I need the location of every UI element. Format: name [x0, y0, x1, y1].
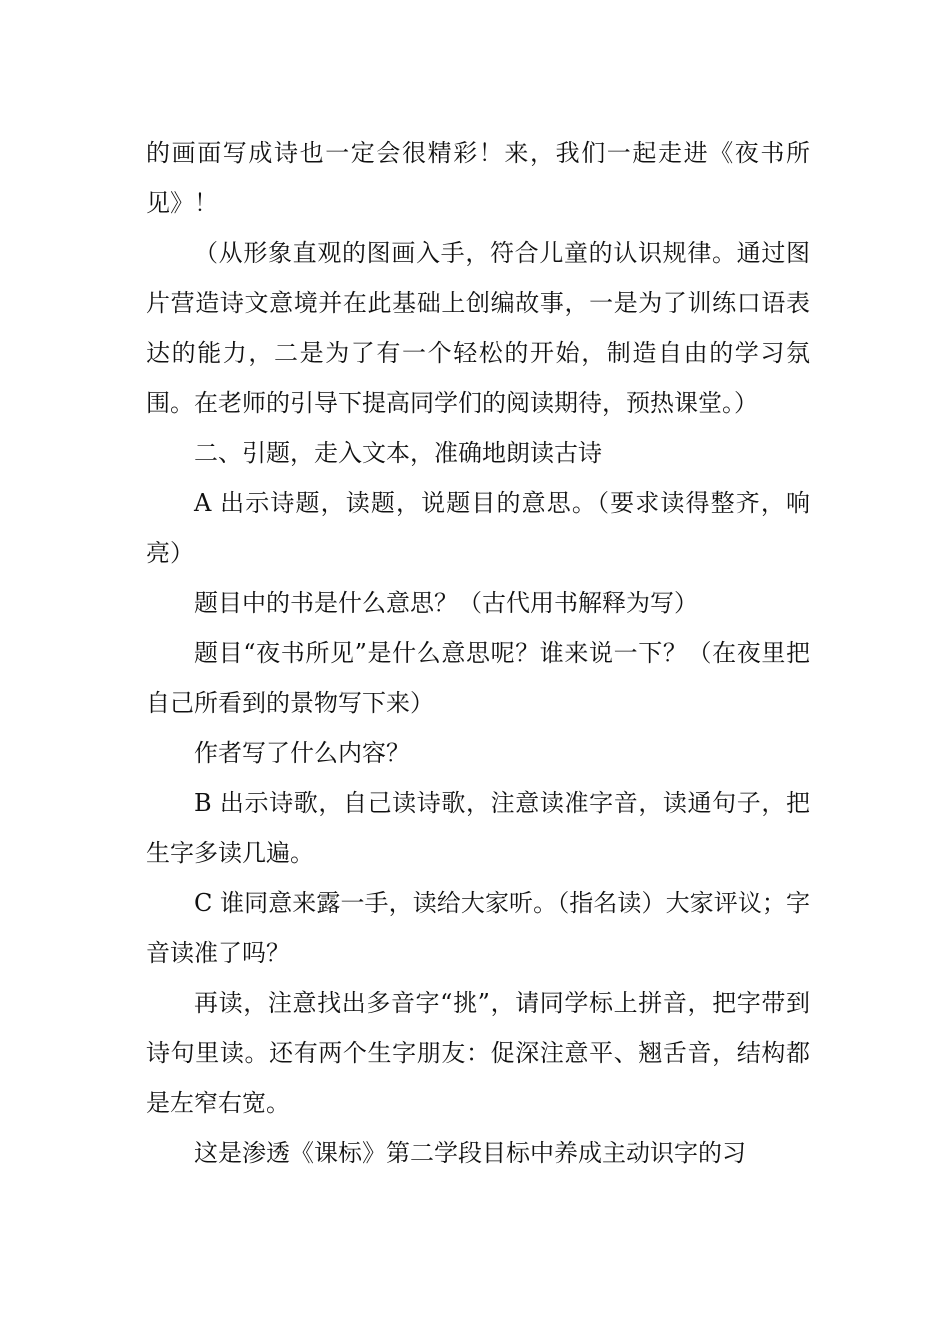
document-body [146, 128, 810, 1178]
paragraph-step-b: B 出示诗歌，自己读诗歌，注意读准字音，读通句子，把生字多读几遍。 [146, 789, 810, 867]
paragraph-step-a: A 出示诗题，读题，说题目的意思。（要求读得整齐，响亮） [146, 489, 810, 567]
paragraph-2: （从形象直观的图画入手，符合儿童的认识规律。通过图片营造诗文意境并在此基础上创编故事，一是为了训练口语表达的能力，二是为了有一个轻松的开始，制造自由的学习氛围。在老师的引导下提高同学们的阅读期待，预热课堂。） [146, 239, 810, 417]
paragraph-1: 的画面写成诗也一定会很精彩！来，我们一起走进《夜书所见》！ [146, 139, 810, 217]
paragraph-question-1: 题目中的书是什么意思？（古代用书解释为写） [194, 589, 698, 617]
paragraph-reread: 再读，注意找出多音字“挑”，请同学标上拼音，把字带到诗句里读。还有两个生字朋友：促深注意平、翘舌音，结构都是左窄右宽。 [146, 989, 810, 1117]
paragraph-step-c: C 谁同意来露一手，读给大家听。（指名读）大家评议；字音读准了吗？ [146, 889, 810, 967]
paragraph-question-2: 题目“夜书所见”是什么意思呢？谁来说一下？（在夜里把自己所看到的景物写下来） [146, 639, 810, 717]
paragraph-question-3: 作者写了什么内容？ [194, 739, 410, 767]
paragraph-curriculum: 这是渗透《课标》第二学段目标中养成主动识字的习 [194, 1139, 746, 1167]
section-heading: 二、引题，走入文本，准确地朗读古诗 [194, 439, 602, 467]
